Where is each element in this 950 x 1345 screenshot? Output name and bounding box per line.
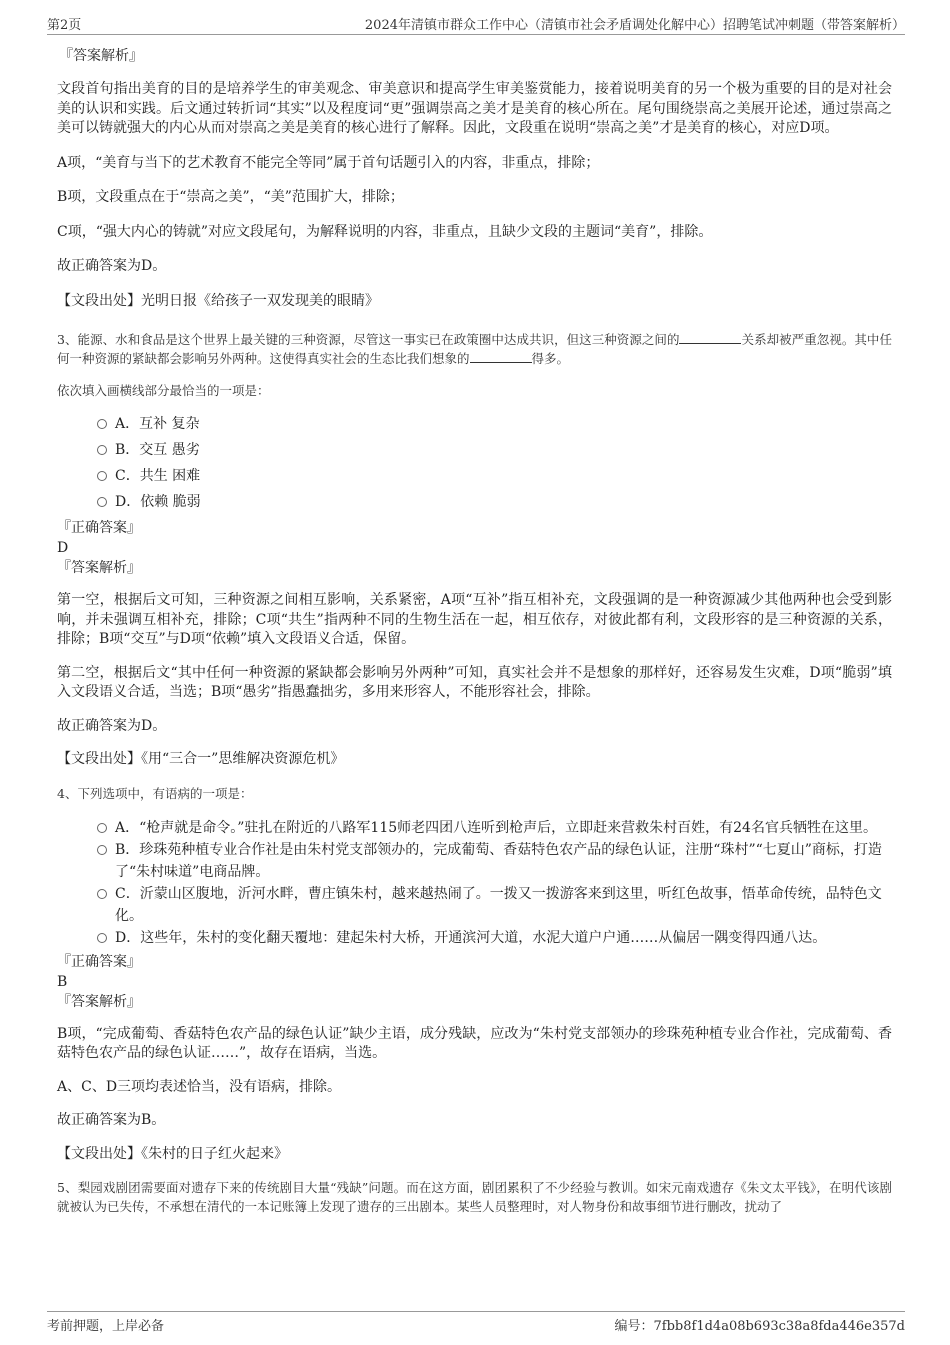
page-number: 第2页 <box>47 18 82 33</box>
answer-statement: 故正确答案为B。 <box>57 1112 166 1128</box>
source-citation: 【文段出处】《朱村的日子红火起来》 <box>57 1145 288 1162</box>
option-a[interactable]: A．互补 复杂 <box>95 413 892 435</box>
answer-statement: 故正确答案为D。 <box>57 258 167 274</box>
analysis-paragraph: 第二空，根据后文“其中任何一种资源的紧缺都会影响另外两种”可知，真实社会并不是想象的那样好，还容易发生灾难，D项“脆弱”填入文段语义合适，当选；B项“愚劣”指愚蠢拙劣，多用来形容人，不能形容社会，排除。 <box>57 664 892 700</box>
document-id: 编号：7fbb8f1d4a08b693c38a8fda446e357d <box>614 1319 905 1334</box>
radio-icon[interactable] <box>97 889 107 899</box>
option-a[interactable]: A．“枪声就是命令。”驻扎在附近的八路军115师老四团八连听到枪声后，立即赶来营救朱村百姓，有24名官兵牺牲在这里。 <box>95 817 892 839</box>
analysis-paragraph: A、C、D三项均表述恰当，没有语病，排除。 <box>57 1078 342 1095</box>
question-3-stem: 3、能源、水和食品是这个世界上最关键的三种资源，尽管这一事实已在政策圈中达成共识，但这三种资源之间的 关系却被严重忽视。其中任何一种资源的紧缺都会影响另外两种。这使得真实社会的生态比我们想象的 得多。 <box>57 332 892 366</box>
option-b[interactable]: B．珍珠苑种植专业合作社是由朱村党支部领办的，完成葡萄、香菇特色农产品的绿色认证，注册“珠村”“七夏山”商标，打造了“朱村味道”电商品牌。 <box>95 839 892 883</box>
option-c[interactable]: C．沂蒙山区腹地，沂河水畔，曹庄镇朱村，越来越热闹了。一拨又一拨游客来到这里，听红色故事，悟革命传统，品特色文化。 <box>95 883 892 927</box>
radio-icon[interactable] <box>97 471 107 481</box>
page-content <box>57 47 892 1216</box>
option-c[interactable]: C．共生 困难 <box>95 465 892 487</box>
radio-icon[interactable] <box>97 845 107 855</box>
document-title: 2024年清镇市群众工作中心（清镇市社会矛盾调处化解中心）招聘笔试冲刺题（带答案解析） <box>364 18 905 33</box>
footer-slogan: 考前押题，上岸必备 <box>47 1319 165 1334</box>
analysis-paragraph: C项，“强大内心的铸就”对应文段尾句，为解释说明的内容，非重点，且缺少文段的主题词“美育”，排除。 <box>57 223 713 240</box>
answer-statement: 故正确答案为D。 <box>57 717 167 734</box>
analysis-paragraph: B项，文段重点在于“崇高之美”，“美”范围扩大，排除； <box>57 189 404 205</box>
option-d[interactable]: D．依赖 脆弱 <box>95 491 892 513</box>
correct-answer-heading: 『正确答案』 <box>57 520 141 536</box>
page-header <box>47 12 905 35</box>
source-citation: 【文段出处】光明日报《给孩子一双发现美的眼睛》 <box>57 292 379 309</box>
option-d[interactable]: D．这些年，朱村的变化翻天覆地：建起朱村大桥，开通滨河大道，水泥大道户户通……从偏居一隅变得四通八达。 <box>95 927 892 949</box>
radio-icon[interactable] <box>97 823 107 833</box>
correct-answer-heading: 『正确答案』 <box>57 953 141 970</box>
question-4-options <box>57 817 892 949</box>
source-citation: 【文段出处】《用“三合一”思维解决资源危机》 <box>57 751 345 767</box>
correct-answer: B <box>57 973 68 990</box>
radio-icon[interactable] <box>97 933 107 943</box>
page-footer <box>47 1311 905 1336</box>
analysis-heading: 『答案解析』 <box>57 560 141 576</box>
option-b[interactable]: B．交互 愚劣 <box>95 439 892 461</box>
correct-answer: D <box>57 540 69 556</box>
analysis-paragraph: 文段首句指出美育的目的是培养学生的审美观念、审美意识和提高学生审美鉴赏能力，接着说明美育的另一个极为重要的目的是对社会美的认识和实践。后文通过转折词“其实”以及程度词“更”强调崇高之美才是美育的核心所在。尾句围绕崇高之美展开论述，通过崇高之美可以铸就强大的内心从而对崇高之美是美育的核心进行了解释。因此，文段重在说明“崇高之美”才是美育的核心，对应D项。 <box>57 81 892 136</box>
question-3-prompt: 依次填入画横线部分最恰当的一项是： <box>57 383 270 398</box>
question-3-options <box>57 413 892 513</box>
question-4-stem: 4、下列选项中，有语病的一项是： <box>57 785 253 801</box>
radio-icon[interactable] <box>97 419 107 429</box>
question-5-stem: 5、梨园戏剧团需要面对遗存下来的传统剧目大量“残缺”问题。而在这方面，剧团累积了不少经验与教训。如宋元南戏遗存《朱文太平钱》，在明代该剧就被认为已失传，不承想在清代的一本记账簿上发现了遗存的三出剧本。某些人员整理时，对人物身份和故事细节进行删改，扰动了 <box>57 1180 892 1214</box>
analysis-paragraph: B项，“完成葡萄、香菇特色农产品的绿色认证”缺少主语，成分残缺，应改为“朱村党支部领办的珍珠苑种植专业合作社，完成葡萄、香菇特色农产品的绿色认证……”，故存在语病，当选。 <box>57 1025 892 1061</box>
analysis-heading: 『答案解析』 <box>59 48 143 64</box>
analysis-paragraph: A项，“美育与当下的艺术教育不能完全等同”属于首句话题引入的内容，非重点，排除； <box>57 154 600 171</box>
analysis-paragraph: 第一空，根据后文可知，三种资源之间相互影响，关系紧密，A项“互补”指互相补充，文段强调的是一种资源减少其他两种也会受到影响，并未强调互相补充，排除；C项“共生”指两种不同的生物生活在一起，相互依存，对彼此都有利，文段形容的是三种资源的关系，排除；B项“交互”与D项“依赖”填入文段语义合适，保留。 <box>57 592 892 647</box>
analysis-heading: 『答案解析』 <box>57 993 141 1010</box>
radio-icon[interactable] <box>97 445 107 455</box>
radio-icon[interactable] <box>97 497 107 507</box>
